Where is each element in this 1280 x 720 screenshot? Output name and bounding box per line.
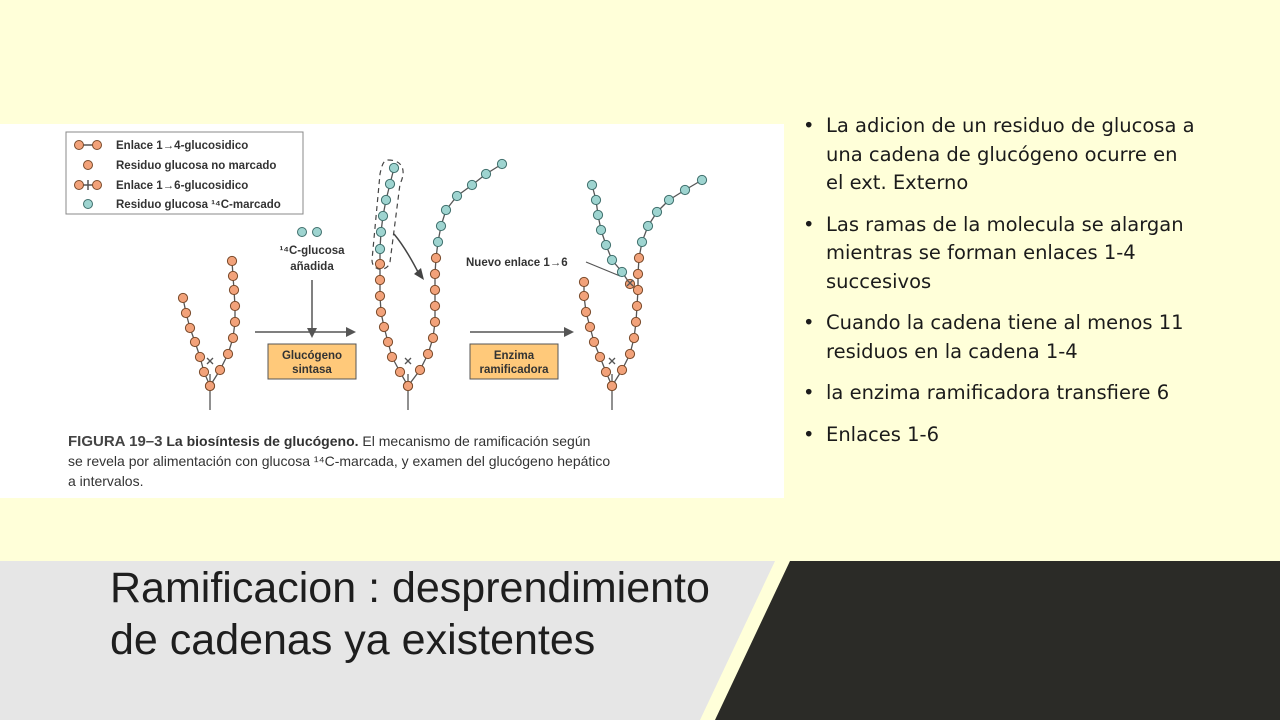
bullet-text: Cuando la cadena tiene al menos 11 residuos en la cadena 1-4 <box>826 311 1184 363</box>
bullet-text: Las ramas de la molecula se alargan mientras se forman enlaces 1-4 succesivos <box>826 212 1184 293</box>
caption-line2: se revela por alimentación con glucosa ¹⁴C-marcada, y examen del glucógeno hepático <box>68 453 611 469</box>
enzyme1-label-1: Glucógeno <box>281 350 343 362</box>
process-arrow-1-head <box>346 327 356 337</box>
unlabeled-residue <box>430 317 439 326</box>
bullet-text: La adicion de un residuo de glucosa a una cadena de glucógeno ocurre en el ext. Externo <box>826 114 1195 194</box>
unlabeled-residue <box>631 317 640 326</box>
unlabeled-residue <box>395 367 404 376</box>
unlabeled-residue <box>190 337 199 346</box>
added-glucose-label-1: ¹⁴C-glucosa <box>279 245 345 257</box>
unlabeled-residue <box>595 352 604 361</box>
labeled-residue <box>385 179 394 188</box>
bullet-item <box>800 112 1200 198</box>
enzyme2-label-1: Enzima <box>493 350 535 362</box>
unlabeled-residue <box>601 367 610 376</box>
unlabeled-residue <box>607 381 616 390</box>
unlabeled-residue <box>376 307 385 316</box>
labeled-residue <box>587 180 596 189</box>
labeled-residue <box>617 267 626 276</box>
added-glucose-dots <box>298 228 322 237</box>
glycogen-branching-figure <box>0 124 784 498</box>
unlabeled-glucose-icon <box>84 161 93 170</box>
unlabeled-residue <box>379 322 388 331</box>
labeled-residue <box>389 163 398 172</box>
new-bond-label: Nuevo enlace 1→6 <box>466 257 568 269</box>
unlabeled-residue <box>387 352 396 361</box>
labeled-residue <box>664 195 673 204</box>
caption-figure-number: FIGURA 19–3 <box>68 433 163 450</box>
labeled-residue <box>601 240 610 249</box>
bullet-item <box>800 421 1200 450</box>
labeled-residue <box>375 244 384 253</box>
legend-label-labeled: Residuo glucosa ¹⁴C-marcado <box>116 199 281 211</box>
unlabeled-residue <box>629 333 638 342</box>
bullet-item <box>800 309 1200 366</box>
legend-label-bond-1-4: Enlace 1→4-glucosidico <box>116 140 249 152</box>
unlabeled-residue <box>428 333 437 342</box>
labeled-residue <box>381 195 390 204</box>
unlabeled-residue <box>228 271 237 280</box>
labeled-residue <box>441 205 450 214</box>
legend-label-bond-1-6: Enlace 1→6-glucosidico <box>116 180 249 192</box>
transfer-arrow-head <box>414 268 424 280</box>
bullet-dot-icon: • <box>803 212 815 236</box>
unlabeled-residue <box>375 291 384 300</box>
labeled-residue <box>591 195 600 204</box>
unlabeled-residue <box>375 259 384 268</box>
process-arrow-2-head <box>564 327 574 337</box>
unlabeled-residue <box>625 349 634 358</box>
unlabeled-residue <box>375 275 384 284</box>
unlabeled-residue <box>205 381 214 390</box>
transfer-arrow <box>394 234 420 276</box>
unlabeled-residue <box>632 301 641 310</box>
unlabeled-residue <box>633 269 642 278</box>
slide-title: Ramificacion : desprendimiento de cadenas ya existentes <box>110 564 710 664</box>
down-arrow-head <box>307 328 317 338</box>
added-glucose-label-2: añadida <box>290 261 334 273</box>
labeled-residue <box>433 237 442 246</box>
unlabeled-residue <box>423 349 432 358</box>
labeled-residue <box>607 255 616 264</box>
unlabeled-residue <box>181 308 190 317</box>
caption-line3: a intervalos. <box>68 473 144 489</box>
unlabeled-residue <box>625 279 634 288</box>
enzyme2-label-2: ramificadora <box>479 364 549 376</box>
labeled-residue <box>637 237 646 246</box>
unlabeled-residue <box>589 337 598 346</box>
bullet-dot-icon: • <box>803 422 815 446</box>
labeled-residue <box>481 169 490 178</box>
labeled-residue <box>697 175 706 184</box>
band-dark <box>715 561 1280 720</box>
unlabeled-residue <box>230 317 239 326</box>
bullet-item <box>800 379 1200 408</box>
figure-drawing <box>0 124 784 498</box>
labeled-residue <box>593 210 602 219</box>
unlabeled-residue <box>195 352 204 361</box>
labeled-residue <box>467 180 476 189</box>
bullet-dot-icon: • <box>803 311 815 334</box>
bond-1-6-icon <box>75 180 102 190</box>
unlabeled-residue <box>230 301 239 310</box>
unlabeled-residue <box>223 349 232 358</box>
unlabeled-residue <box>430 285 439 294</box>
unlabeled-residue <box>634 253 643 262</box>
labeled-residue <box>652 207 661 216</box>
bullet-text: Enlaces 1-6 <box>826 422 939 446</box>
unlabeled-residue <box>227 256 236 265</box>
labeled-residue <box>643 221 652 230</box>
unlabeled-residue <box>581 307 590 316</box>
glycogen-chains <box>178 159 706 410</box>
unlabeled-residue <box>403 381 412 390</box>
labeled-residue <box>497 159 506 168</box>
unlabeled-residue <box>199 367 208 376</box>
unlabeled-residue <box>383 337 392 346</box>
unlabeled-residue <box>415 365 424 374</box>
enzyme1-label-2: sintasa <box>292 364 332 376</box>
labeled-residue <box>452 191 461 200</box>
caption-title: La biosíntesis de glucógeno. <box>166 433 359 449</box>
svg-text:FIGURA 19–3 La biosíntesis de <box>68 433 590 450</box>
bullet-list <box>800 112 1200 462</box>
unlabeled-residue <box>633 285 642 294</box>
legend-label-unlabeled: Residuo glucosa no marcado <box>116 160 277 172</box>
labeled-residue <box>378 211 387 220</box>
labeled-residue <box>596 225 605 234</box>
unlabeled-residue <box>430 269 439 278</box>
labeled-residue <box>436 221 445 230</box>
unlabeled-residue <box>215 365 224 374</box>
unlabeled-residue <box>579 291 588 300</box>
unlabeled-residue <box>579 277 588 286</box>
bullet-text: la enzima ramificadora transfiere 6 <box>826 381 1170 404</box>
labeled-glucose-icon <box>84 200 93 209</box>
unlabeled-residue <box>585 322 594 331</box>
bullet-dot-icon: • <box>803 114 815 137</box>
unlabeled-residue <box>431 253 440 262</box>
bullet-item <box>800 211 1200 297</box>
caption-line1: El mecanismo de ramificación según <box>358 433 591 449</box>
labeled-residue <box>376 227 385 236</box>
bond-1-4-icon <box>75 141 102 150</box>
bullet-dot-icon: • <box>803 381 815 404</box>
unlabeled-residue <box>185 323 194 332</box>
unlabeled-residue <box>228 333 237 342</box>
labeled-residue <box>680 185 689 194</box>
unlabeled-residue <box>430 301 439 310</box>
unlabeled-residue <box>178 293 187 302</box>
unlabeled-residue <box>617 365 626 374</box>
unlabeled-residue <box>229 285 238 294</box>
